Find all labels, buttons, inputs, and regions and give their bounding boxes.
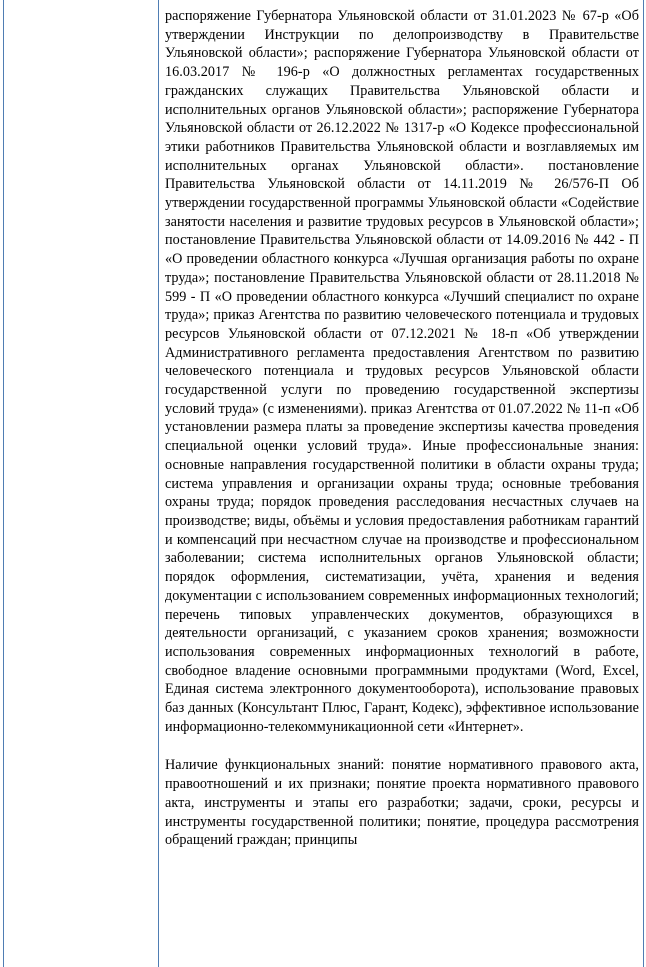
table-row xyxy=(4,0,644,967)
cell-text xyxy=(165,7,639,850)
legal-acts-paragraph: распоряжение Губернатора Ульяновской области от 31.01.2023 № 67-р «Об утверждении Инструкции по делопроизводству в Правительстве Ульяновской области»; распоряжение Губернатора Ульяновской области от 16.03.2017 № 196-р «О должностных регламентах государственных гражданских служащих Правительства Ульяновской области и исполнительных органов Ульяновской области»; распоряжение Губернатора Ульяновской области от 26.12.2022 № 1317-р «О Кодексе профессиональной этики работников Правительства Ульяновской области и возглавляемых им исполнительных органах Ульяновской области». постановление Правительства Ульяновской области от 14.11.2019 № 26/576-П Об утверждении государственной программы Ульяновской области «Содействие занятости населения и развитие трудовых ресурсов в Ульяновской области»; постановление Правительства Ульяновской области от 14.09.2016 № 442 - П «О проведении областного конкурса «Лучшая организация работы по охране труда»; постановление Правительства Ульяновской области от 28.11.2018 № 599 - П «О проведении областного конкурса «Лучший специалист по охране труда»; приказ Агентства по развитию человеческого потенциала и трудовых ресурсов Ульяновской области от 07.12.2021 № 18-п «Об утверждении Административного регламента предоставления Агентством по развитию человеческого потенциала и трудовых ресурсов Ульяновской области государственной услуги по проведению государственной экспертизы условий труда» (с изменениями). приказ Агентства от 01.07.2022 № 11-п «Об установлении размера платы за проведение экспертизы качества проведения специальной оценки условий труда». Иные профессиональные знания: основные направления государственной политики в области охраны труда; система управления и организации охраны труда; основные требования охраны труда; порядок проведения расследования несчастных случаев на производстве; виды, объёмы и условия предоставления работникам гарантий и компенсаций при несчастном случае на производстве и профессиональном заболевании; система исполнительных органов Ульяновской области; порядок оформления, систематизации, учёта, хранения и ведения документации с использованием современных информационных технологий; перечень типовых управленческих документов, образующихся в деятельности организаций, с указанием сроков хранения; возможности использования современных информационных технологий в работе, свободное владение основными программными продуктами (Word, Excel, Единая система электронного документооборота), использование правовых баз данных (Консультант Плюс, Гарант, Кодекс), эффективное использование информационно-телекоммуникационной сети «Интернет». xyxy=(165,8,639,735)
functional-knowledge-paragraph: Наличие функциональных знаний: понятие нормативного правового акта, правоотношений и их признаки; понятие проекта нормативного правового акта, инструменты и этапы его разработки; задачи, сроки, ресурсы и инструменты государственной политики; понятие, процедура рассмотрения обращений граждан; принципы xyxy=(165,757,639,849)
right-column-cell xyxy=(159,0,644,967)
left-column-cell xyxy=(4,0,159,967)
requirements-table xyxy=(3,0,644,967)
